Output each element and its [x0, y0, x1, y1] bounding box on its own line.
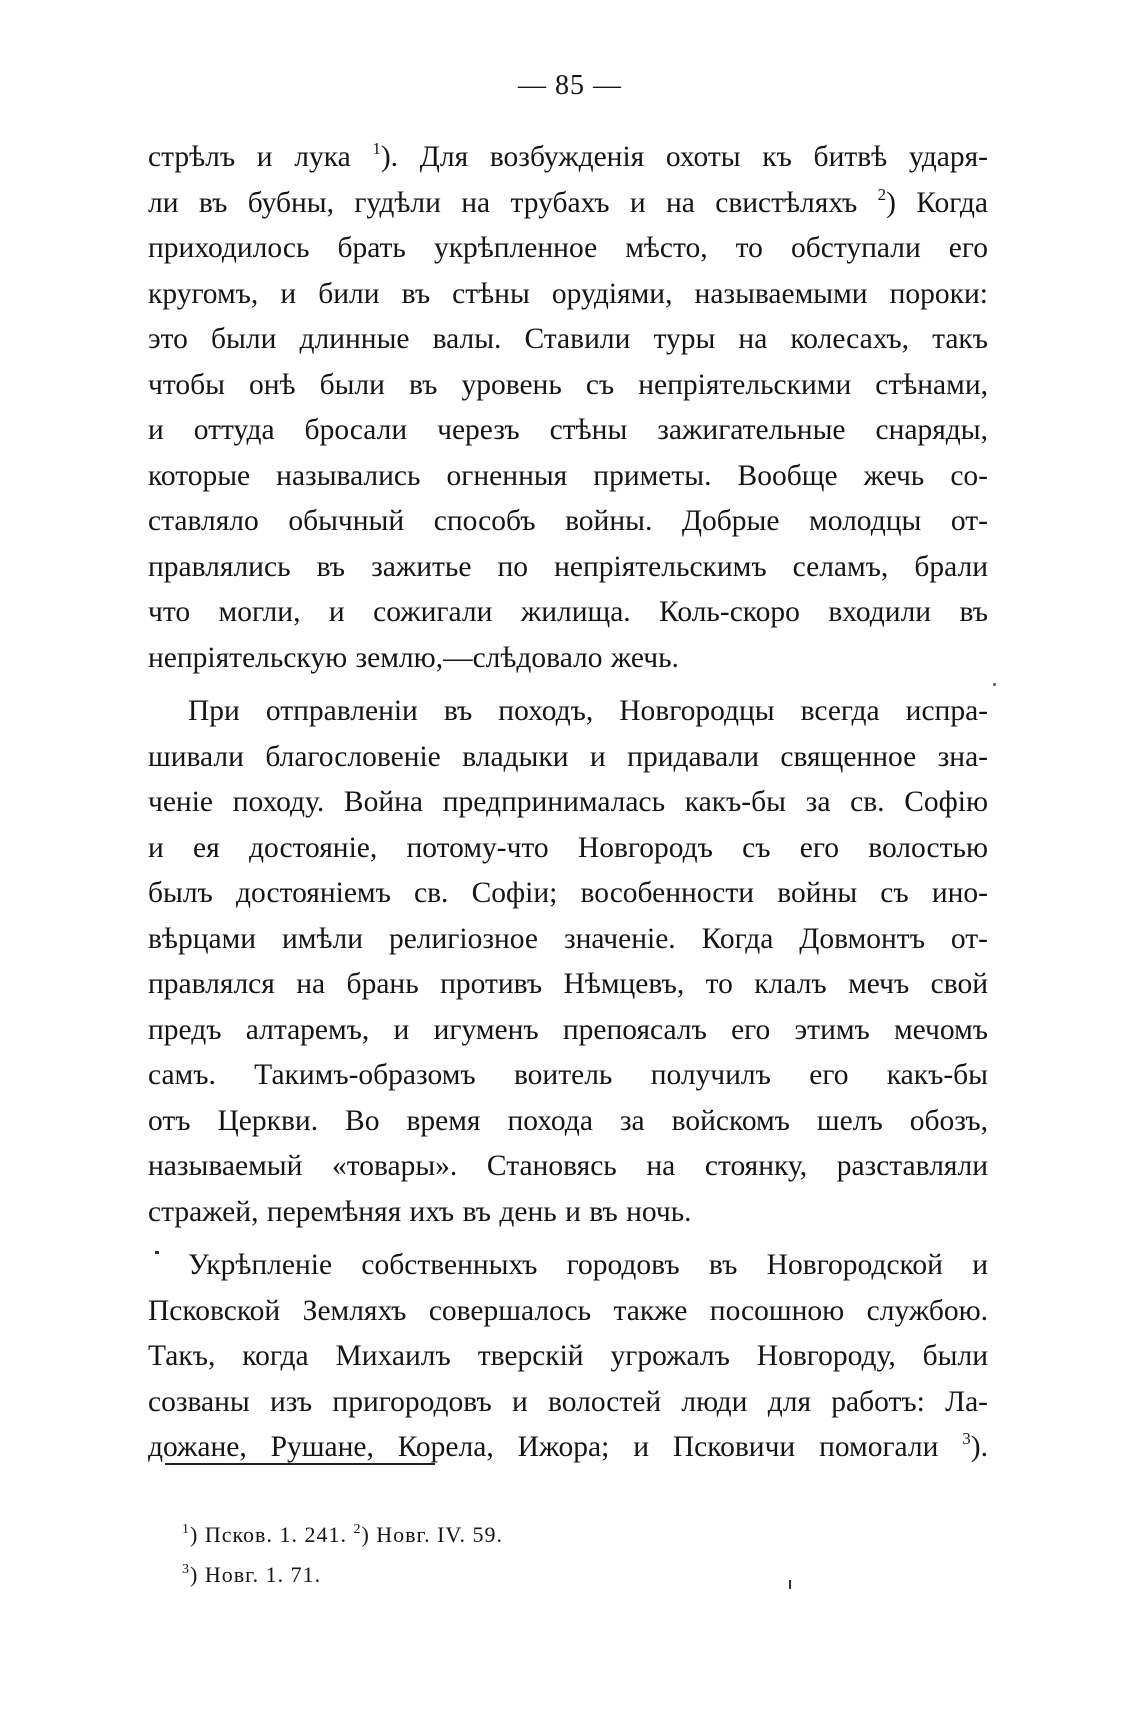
text-line: самъ. Такимъ-образомъ воитель получилъ его какъ-бы — [148, 1059, 988, 1091]
text-line: предъ алтаремъ, и игуменъ препоясалъ его этимъ мечомъ — [148, 1013, 988, 1046]
footnotes — [182, 1515, 503, 1595]
text-line: отъ Церкви. Во время похода за войскомъ шелъ обозъ, — [148, 1104, 988, 1137]
text-line: которые назывались огненныя приметы. Вообще жечь со- — [148, 459, 988, 492]
text-line: вѣрцами имѣли религіозное значеніе. Когда Довмонтъ от- — [148, 922, 988, 955]
print-speck — [789, 1580, 791, 1589]
text-line: правлялись въ зажитье по непріятельскимъ селамъ, брали — [148, 550, 988, 583]
footnote-ref-2: 2 — [877, 184, 887, 204]
print-speck — [155, 1251, 159, 1254]
text-line: ли въ бубны, гудѣли на трубахъ и на свистѣляхъ $^2$) Когда — [148, 184, 988, 219]
text-line: непріятельскую землю,—слѣдовало жечь. — [148, 641, 679, 674]
text-line: При отправленіи въ походъ, Новгородцы всегда испра- — [188, 695, 988, 727]
body-text — [148, 135, 988, 1471]
text-line: шивали благословеніе владыки и придавали священное зна- — [148, 740, 988, 773]
text-line: приходилось брать укрѣпленное мѣсто, то обступали его — [148, 232, 988, 264]
paragraph-3 — [148, 1243, 988, 1471]
text-line: Такъ, когда Михаилъ тверскій угрожалъ Новгороду, были — [148, 1340, 988, 1372]
footnote-line-2: $^3$) Новг. 1. 71. — [182, 1562, 322, 1587]
text-line: Псковской Земляхъ совершалось также посошною службою. — [148, 1294, 988, 1327]
text-line: ставляло обычный способъ войны. Добрые молодцы от- — [148, 505, 988, 537]
text-line: и оттуда бросали черезъ стѣны зажигательные снаряды, — [148, 414, 988, 446]
text-line: чтобы онѣ были въ уровень съ непріятельскими стѣнами, — [148, 368, 988, 401]
paragraph-2 — [148, 689, 988, 1235]
footnote-ref-3: 3 — [962, 1429, 971, 1448]
text-line: это были длинные валы. Ставили туры на колесахъ, такъ — [148, 323, 988, 355]
text-line: былъ достояніемъ св. Софіи; вособенности войны съ ино- — [148, 877, 988, 909]
text-line: стрѣлъ и лука $^1$). Для возбужденія охоты къ битвѣ ударя- — [148, 139, 988, 173]
text-line: ченіе походу. Война предпринималась какъ-бы за св. Софію — [148, 786, 988, 818]
text-line: что могли, и сожигали жилища. Коль-скоро входили въ — [148, 596, 988, 628]
text-line: Укрѣпленіе собственныхъ городовъ въ Новгородской и — [188, 1249, 988, 1281]
footnote-rule — [165, 1463, 435, 1465]
text-line: созваны изъ пригородовъ и волостей люди для работъ: Ла- — [148, 1385, 988, 1418]
text-line: называемый «товары». Становясь на стоянку, разставляли — [148, 1150, 988, 1182]
text-line: дожане, Рушане, Корела, Ижора; и Псковичи помогали $^3$). — [148, 1429, 988, 1463]
text-line: и ея достояніе, потому-что Новгородъ съ его волостью — [148, 831, 988, 864]
text-line: кругомъ, и били въ стѣны орудіями, называемыми пороки: — [148, 277, 988, 310]
text-line: стражей, перемѣняя ихъ въ день и въ ночь. — [148, 1195, 692, 1228]
text-line: правлялся на брань противъ Нѣмцевъ, то клалъ мечъ свой — [148, 968, 988, 1000]
footnote-line-1: $^1$) Псков. 1. 241. $^2$) Новг. IV. 59. — [182, 1522, 503, 1547]
footnote-ref-1: 1 — [372, 139, 381, 158]
page-number: — 85 — — [518, 70, 622, 101]
paragraph-1 — [148, 135, 988, 681]
print-speck — [993, 683, 996, 686]
